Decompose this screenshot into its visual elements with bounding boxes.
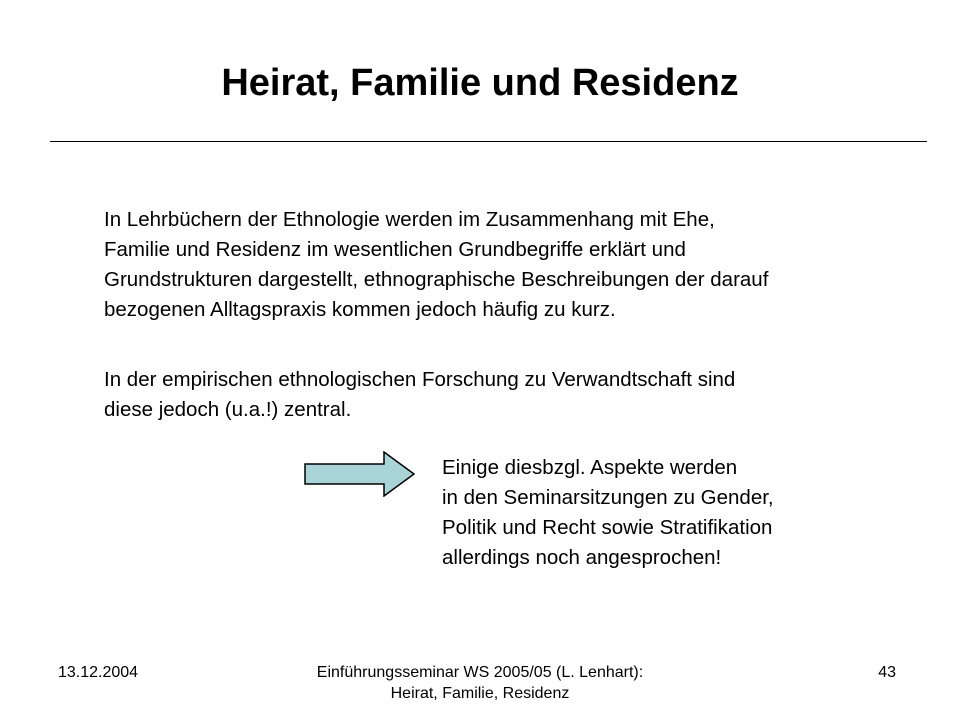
- footer-page-number: 43: [878, 664, 896, 681]
- paragraph-textbooks: [104, 205, 904, 325]
- paragraph-research: [104, 365, 904, 425]
- paragraph-line: in den Seminarsitzungen zu Gender,: [442, 486, 774, 509]
- title-divider: [50, 141, 927, 142]
- footer-course: [0, 662, 960, 704]
- paragraph-line: Politik und Recht sowie Stratifikation: [442, 516, 773, 539]
- paragraph-line: Einige diesbzgl. Aspekte werden: [442, 456, 738, 479]
- paragraph-line: Familie und Residenz im wesentlichen Grundbegriffe erklärt und: [104, 238, 686, 261]
- paragraph-line: In der empirischen ethnologischen Forschung zu Verwandtschaft sind: [104, 368, 736, 391]
- footer-course-line: Einführungsseminar WS 2005/05 (L. Lenhart):: [316, 664, 644, 681]
- paragraph-line: Grundstrukturen dargestellt, ethnographische Beschreibungen der darauf: [104, 268, 769, 291]
- paragraph-line: allerdings noch angesprochen!: [442, 546, 722, 569]
- footer-course-line: Heirat, Familie, Residenz: [390, 685, 570, 702]
- footer-date: 13.12.2004: [58, 664, 139, 681]
- right-arrow-icon: [304, 451, 416, 497]
- paragraph-line: In Lehrbüchern der Ethnologie werden im Zusammenhang mit Ehe,: [104, 208, 715, 231]
- slide-title: Heirat, Familie und Residenz: [221, 62, 739, 104]
- paragraph-line: diese jedoch (u.a.!) zentral.: [104, 398, 352, 421]
- paragraph-aspects: [442, 453, 922, 573]
- paragraph-line: bezogenen Alltagspraxis kommen jedoch häufig zu kurz.: [104, 298, 616, 321]
